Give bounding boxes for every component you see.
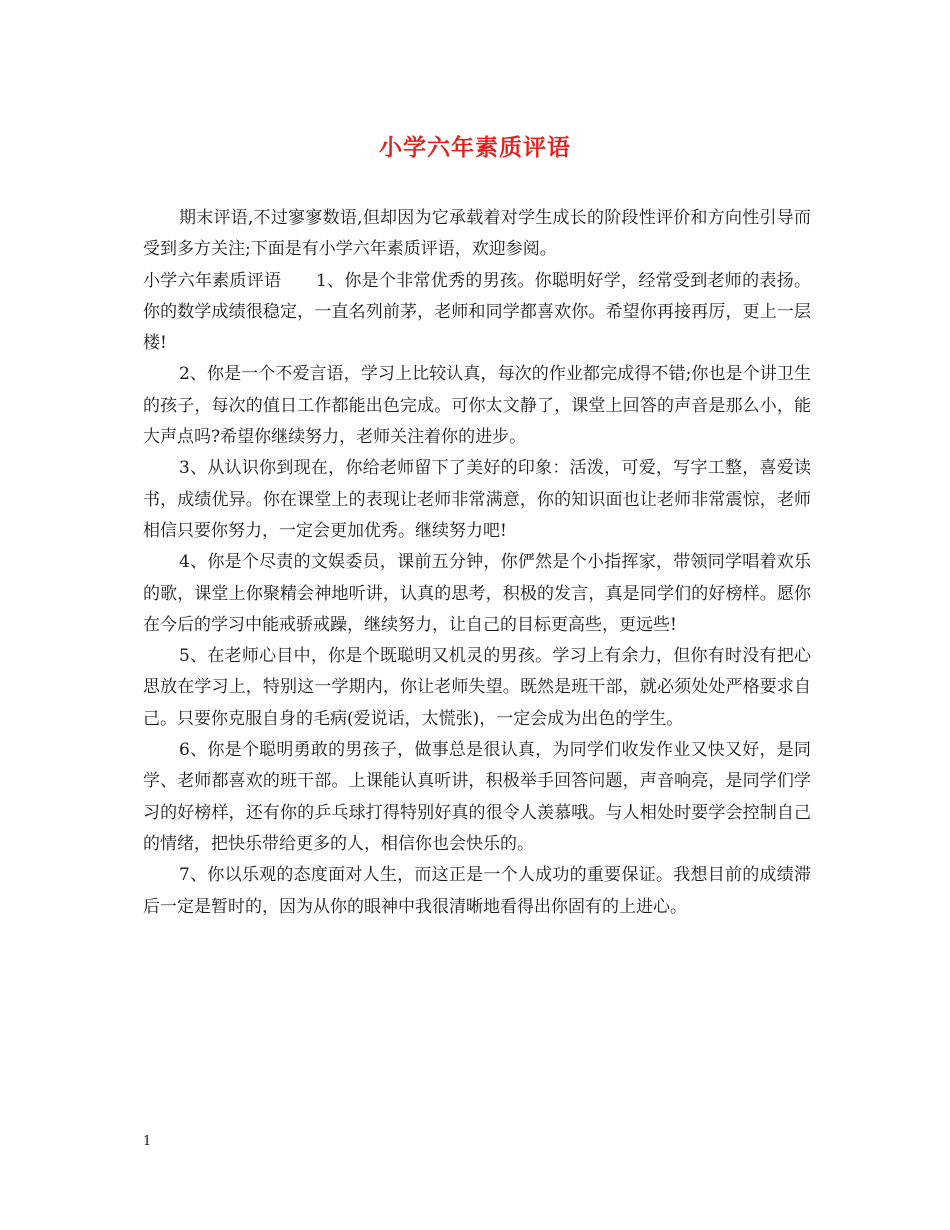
intro-paragraph: 期末评语,不过寥寥数语,但却因为它承载着对学生成长的阶段性评价和方向性引导而受到多方关注;下面是有小学六年素质评语，欢迎参阅。 (143, 208, 811, 260)
comment-paragraph-1: 小学六年素质评语 1、你是个非常优秀的男孩。你聪明好学，经常受到老师的表扬。你的数学成绩很稳定，一直名列前茅，老师和同学都喜欢你。希望你再接再厉，更上一层楼! (143, 270, 811, 354)
comment-paragraph-2: 2、你是一个不爱言语，学习上比较认真，每次的作业都完成得不错;你也是个讲卫生的孩子，每次的值日工作都能出色完成。可你太文静了，课堂上回答的声音是那么小，能大声点吗?希望你继续努力，老师关注着你的进步。 (143, 364, 811, 448)
comment-paragraph-3: 3、从认识你到现在，你给老师留下了美好的印象：活泼，可爱，写字工整，喜爱读书，成绩优异。你在课堂上的表现让老师非常满意，你的知识面也让老师非常震惊，老师相信只要你努力，一定会更加优秀。继续努力吧! (143, 458, 811, 541)
comment-paragraph-7: 7、你以乐观的态度面对人生，而这正是一个人成功的重要保证。我想目前的成绩滞后一定是暂时的，因为从你的眼神中我很清晰地看得出你固有的上进心。 (143, 865, 811, 917)
document-title: 小学六年素质评语 (379, 134, 571, 161)
comment-paragraph-6: 6、你是个聪明勇敢的男孩子，做事总是很认真，为同学们收发作业又快又好，是同学、老师都喜欢的班干部。上课能认真听讲，积极举手回答问题，声音响亮，是同学们学习的好榜样，还有你的乒乓球打得特别好真的很令人羡慕哦。与人相处时要学会控制自己的情绪，把快乐带给更多的人，相信你也会快乐的。 (143, 740, 811, 854)
page-number: 1 (143, 1134, 152, 1149)
comment-paragraph-4: 4、你是个尽责的文娱委员，课前五分钟，你俨然是个小指挥家，带领同学唱着欢乐的歌，课堂上你聚精会神地听讲，认真的思考，积极的发言，真是同学们的好榜样。愿你在今后的学习中能戒骄戒躁，继续努力，让自己的目标更高些，更远些! (143, 552, 811, 635)
document-body (143, 203, 811, 923)
comment-paragraph-5: 5、在老师心目中，你是个既聪明又机灵的男孩。学习上有余力，但你有时没有把心思放在学习上，特别这一学期内，你让老师失望。既然是班干部，就必须处处严格要求自己。只要你克服自身的毛病(爱说话，太慌张)，一定会成为出色的学生。 (143, 646, 811, 729)
